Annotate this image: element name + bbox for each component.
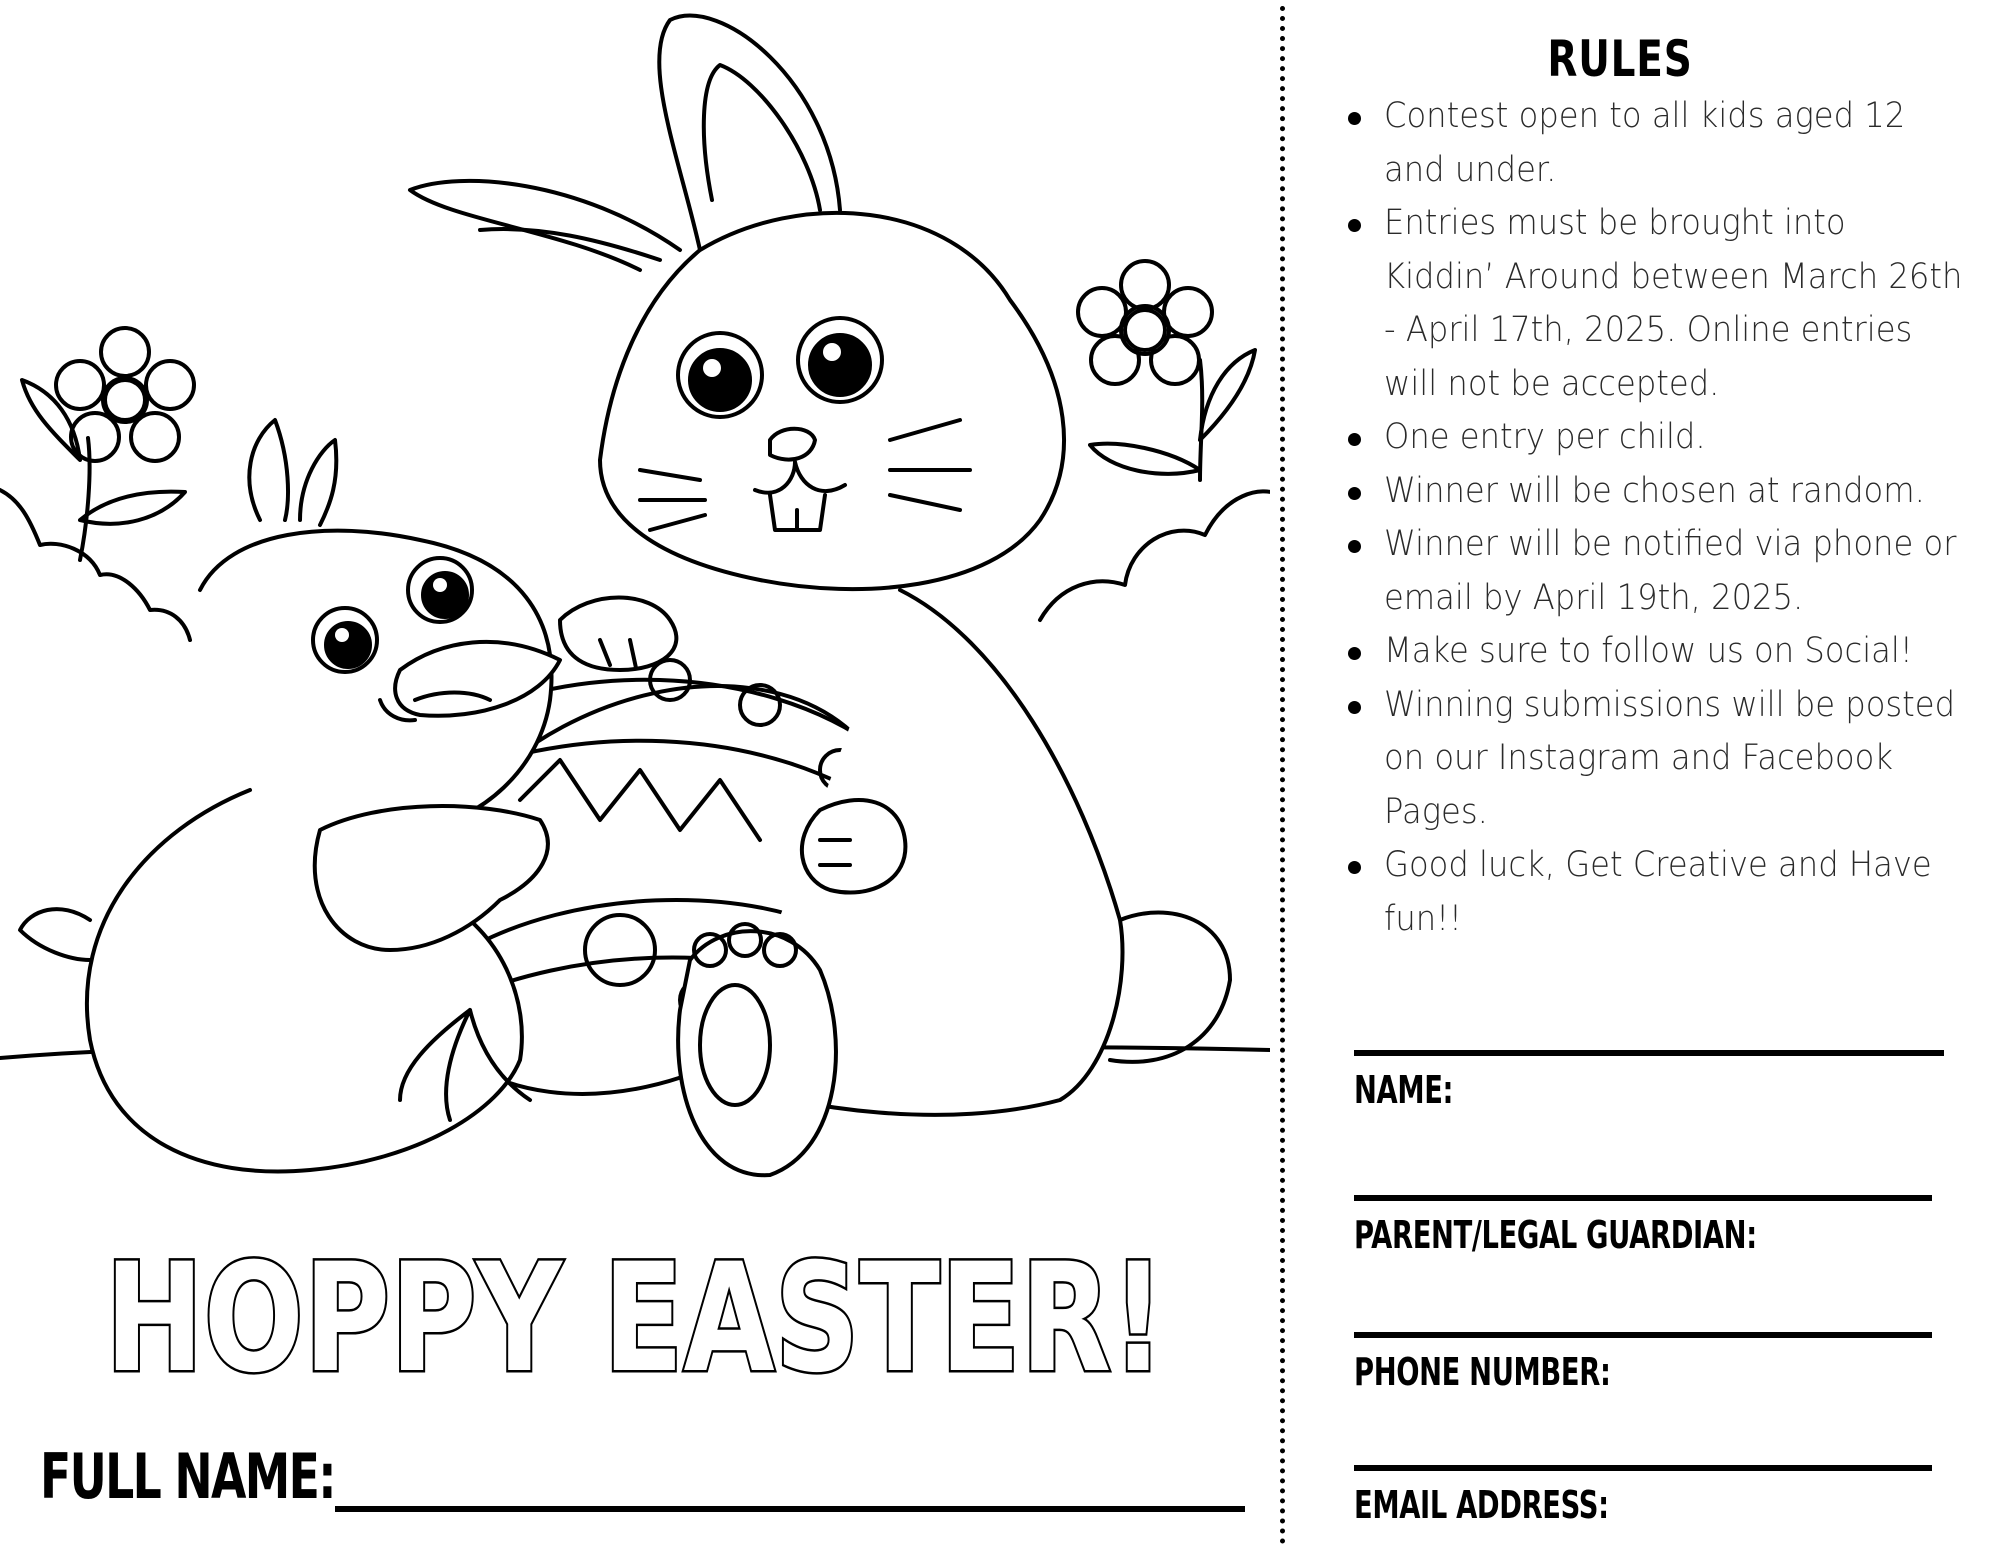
flower-right-icon bbox=[1078, 261, 1255, 480]
full-name-label: FULL NAME: bbox=[40, 1440, 335, 1513]
full-name-line[interactable] bbox=[335, 1506, 1245, 1512]
phone-line[interactable] bbox=[1354, 1332, 1932, 1338]
headline-text: HOPPY EASTER! bbox=[105, 1235, 1165, 1395]
full-name-field bbox=[40, 1440, 1220, 1520]
rules-title: RULES bbox=[1547, 30, 1693, 88]
rule-item: Winner will be chosen at random. bbox=[1348, 465, 1968, 519]
guardian-label: PARENT/LEGAL GUARDIAN: bbox=[1354, 1213, 1757, 1257]
guardian-line[interactable] bbox=[1354, 1195, 1932, 1201]
rules-list bbox=[1348, 90, 1968, 946]
chick-icon bbox=[20, 420, 560, 1171]
rule-item: Contest open to all kids aged 12 and under. bbox=[1348, 90, 1968, 197]
cut-line-divider bbox=[1280, 6, 1285, 1545]
bush-right bbox=[1040, 491, 1270, 620]
email-line[interactable] bbox=[1354, 1465, 1932, 1471]
rule-item: Entries must be brought into Kiddin’ Around between March 26th - April 17th, 2025. Online entries will not be accepted. bbox=[1348, 197, 1968, 411]
rule-item: One entry per child. bbox=[1348, 411, 1968, 465]
flower-left-icon bbox=[22, 328, 194, 560]
email-label: EMAIL ADDRESS: bbox=[1354, 1483, 1609, 1527]
rule-item: Make sure to follow us on Social! bbox=[1348, 625, 1968, 679]
rule-item: Good luck, Get Creative and Have fun!! bbox=[1348, 839, 1968, 946]
rule-item: Winner will be notified via phone or email by April 19th, 2025. bbox=[1348, 518, 1968, 625]
headline bbox=[90, 1235, 1180, 1395]
name-line[interactable] bbox=[1354, 1050, 1944, 1056]
phone-label: PHONE NUMBER: bbox=[1354, 1350, 1611, 1394]
name-label: NAME: bbox=[1354, 1068, 1454, 1112]
rule-item: Winning submissions will be posted on our Instagram and Facebook Pages. bbox=[1348, 679, 1968, 840]
